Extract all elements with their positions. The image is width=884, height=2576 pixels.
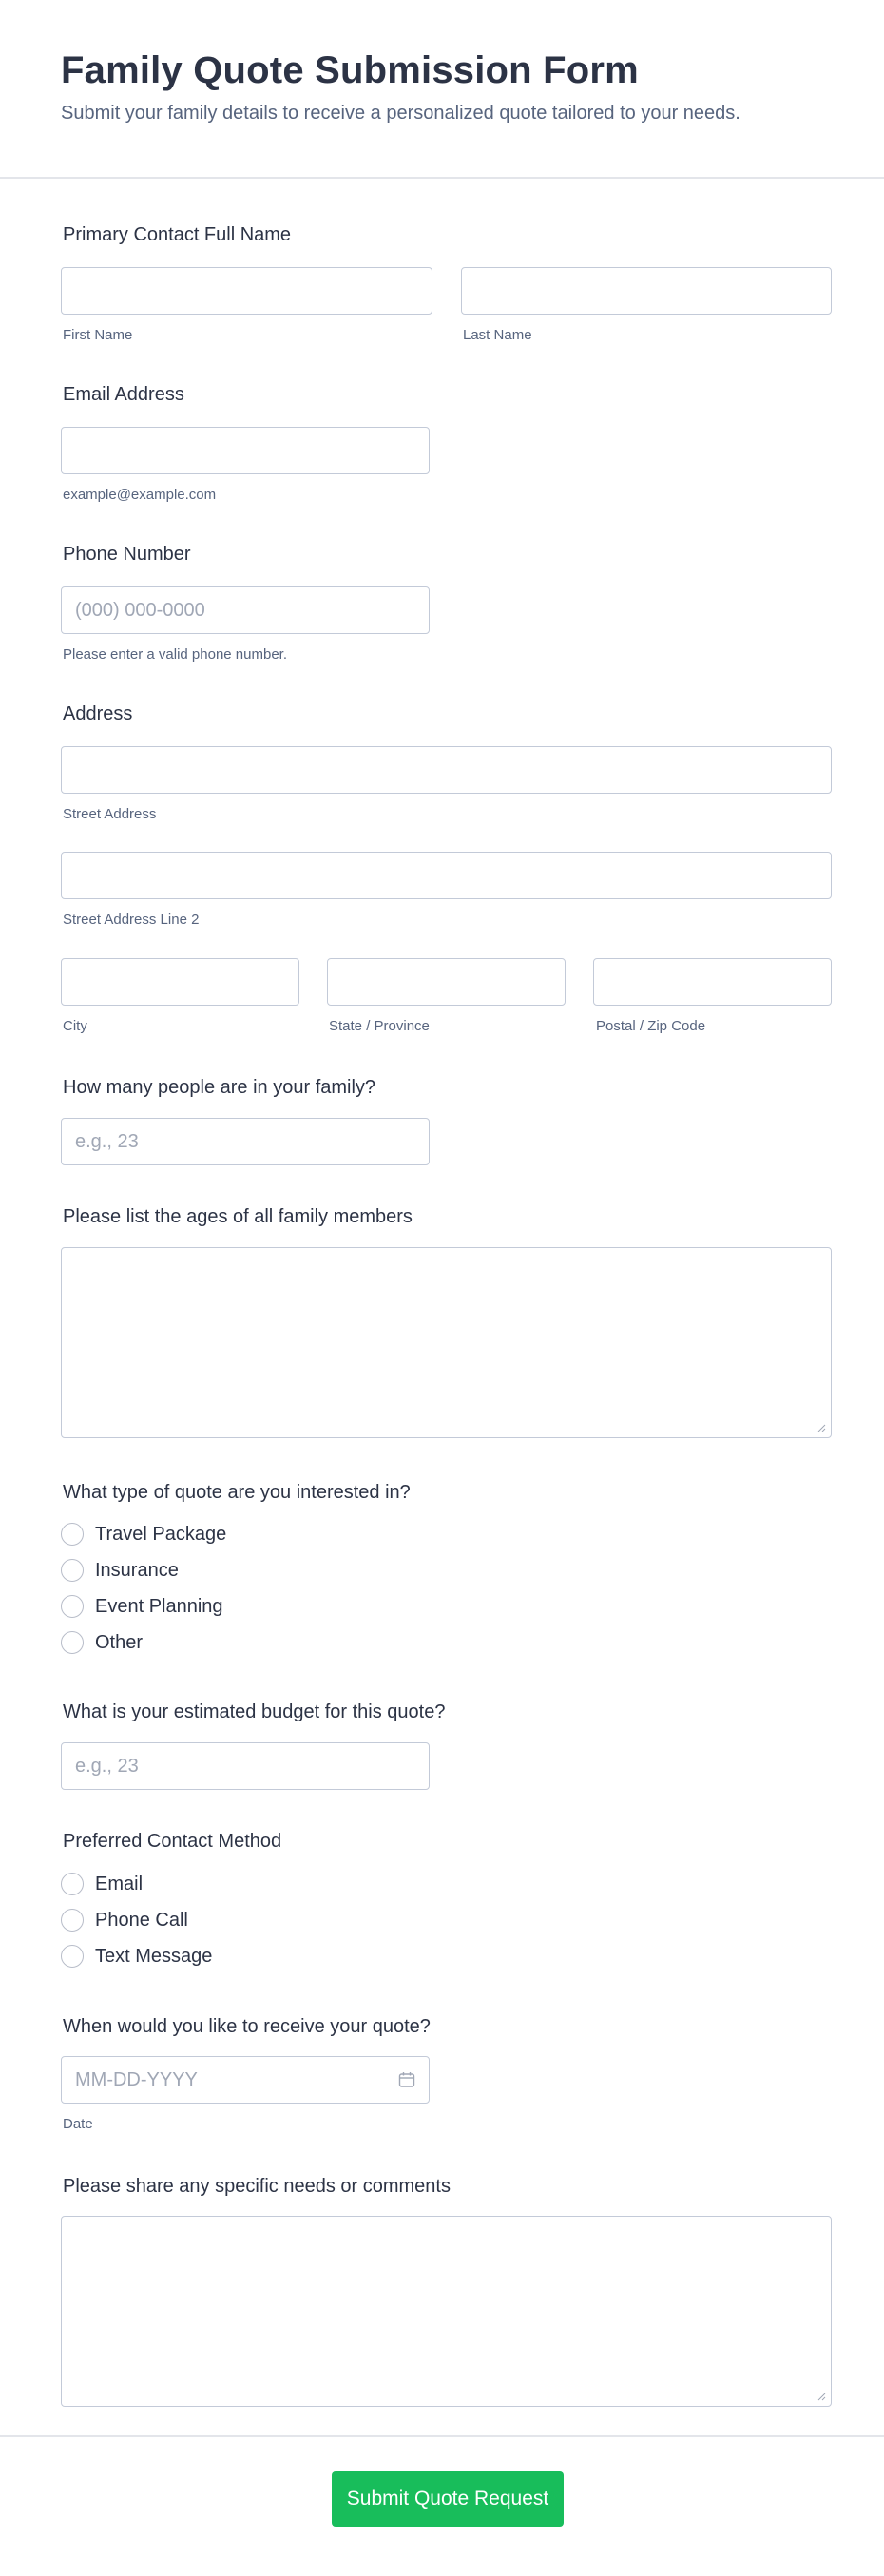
quote-type-option-event[interactable] [61, 1594, 223, 1619]
radio-label: Other [95, 1631, 144, 1653]
contact-method-label: Preferred Contact Method [63, 1831, 282, 1852]
address-label: Address [63, 703, 133, 724]
radio-label: Insurance [95, 1559, 179, 1581]
contact-option-phone-call[interactable] [61, 1908, 188, 1932]
email-label: Email Address [63, 384, 184, 405]
contact-option-text-message[interactable] [61, 1944, 212, 1969]
radio-label: Text Message [95, 1945, 213, 1967]
city-input[interactable] [61, 958, 299, 1006]
budget-input[interactable] [61, 1742, 430, 1790]
city-sublabel: City [63, 1018, 87, 1034]
full-name-label: Primary Contact Full Name [63, 224, 292, 245]
email-input[interactable] [61, 427, 430, 474]
radio-button[interactable] [61, 1909, 84, 1932]
submit-quote-button[interactable]: Submit Quote Request [332, 2471, 564, 2527]
phone-sublabel: Please enter a valid phone number. [63, 646, 287, 663]
zip-input[interactable] [593, 958, 832, 1006]
last-name-input[interactable] [461, 267, 832, 315]
form-subtitle: Submit your family details to receive a personalized quote tailored to your needs. [61, 103, 740, 124]
radio-button[interactable] [61, 1873, 84, 1895]
form-header [0, 0, 884, 179]
quote-type-option-other[interactable] [61, 1630, 143, 1655]
radio-label: Travel Package [95, 1523, 227, 1545]
family-size-input[interactable] [61, 1118, 430, 1165]
radio-label: Event Planning [95, 1595, 223, 1617]
first-name-input[interactable] [61, 267, 432, 315]
radio-button[interactable] [61, 1523, 84, 1546]
street-address-line2-sublabel: Street Address Line 2 [63, 912, 200, 928]
radio-button[interactable] [61, 1631, 84, 1654]
zip-sublabel: Postal / Zip Code [596, 1018, 706, 1034]
state-sublabel: State / Province [329, 1018, 430, 1034]
quote-date-label: When would you like to receive your quote? [63, 2016, 431, 2037]
phone-input[interactable] [61, 586, 430, 634]
quote-type-label: What type of quote are you interested in? [63, 1482, 411, 1503]
radio-button[interactable] [61, 1559, 84, 1582]
radio-button[interactable] [61, 1595, 84, 1618]
email-sublabel: example@example.com [63, 487, 217, 503]
budget-label: What is your estimated budget for this quote? [63, 1701, 446, 1722]
last-name-sublabel: Last Name [463, 327, 532, 343]
street-address-line2-input[interactable] [61, 852, 832, 899]
street-address-input[interactable] [61, 746, 832, 794]
phone-label: Phone Number [63, 544, 191, 565]
family-size-label: How many people are in your family? [63, 1077, 376, 1098]
state-input[interactable] [327, 958, 566, 1006]
quote-type-option-travel[interactable] [61, 1522, 226, 1547]
form-title: Family Quote Submission Form [61, 49, 639, 91]
ages-textarea[interactable] [61, 1247, 832, 1438]
first-name-sublabel: First Name [63, 327, 133, 343]
comments-label: Please share any specific needs or comments [63, 2176, 451, 2197]
radio-button[interactable] [61, 1945, 84, 1968]
quote-date-input[interactable] [61, 2056, 430, 2104]
radio-label: Email [95, 1873, 144, 1894]
quote-type-option-insurance[interactable] [61, 1558, 179, 1583]
ages-label: Please list the ages of all family members [63, 1206, 413, 1227]
contact-option-email[interactable] [61, 1872, 143, 1896]
comments-textarea[interactable] [61, 2216, 832, 2407]
radio-label: Phone Call [95, 1909, 188, 1931]
quote-date-sublabel: Date [63, 2116, 93, 2132]
street-address-sublabel: Street Address [63, 806, 157, 822]
calendar-icon[interactable] [397, 2070, 416, 2089]
